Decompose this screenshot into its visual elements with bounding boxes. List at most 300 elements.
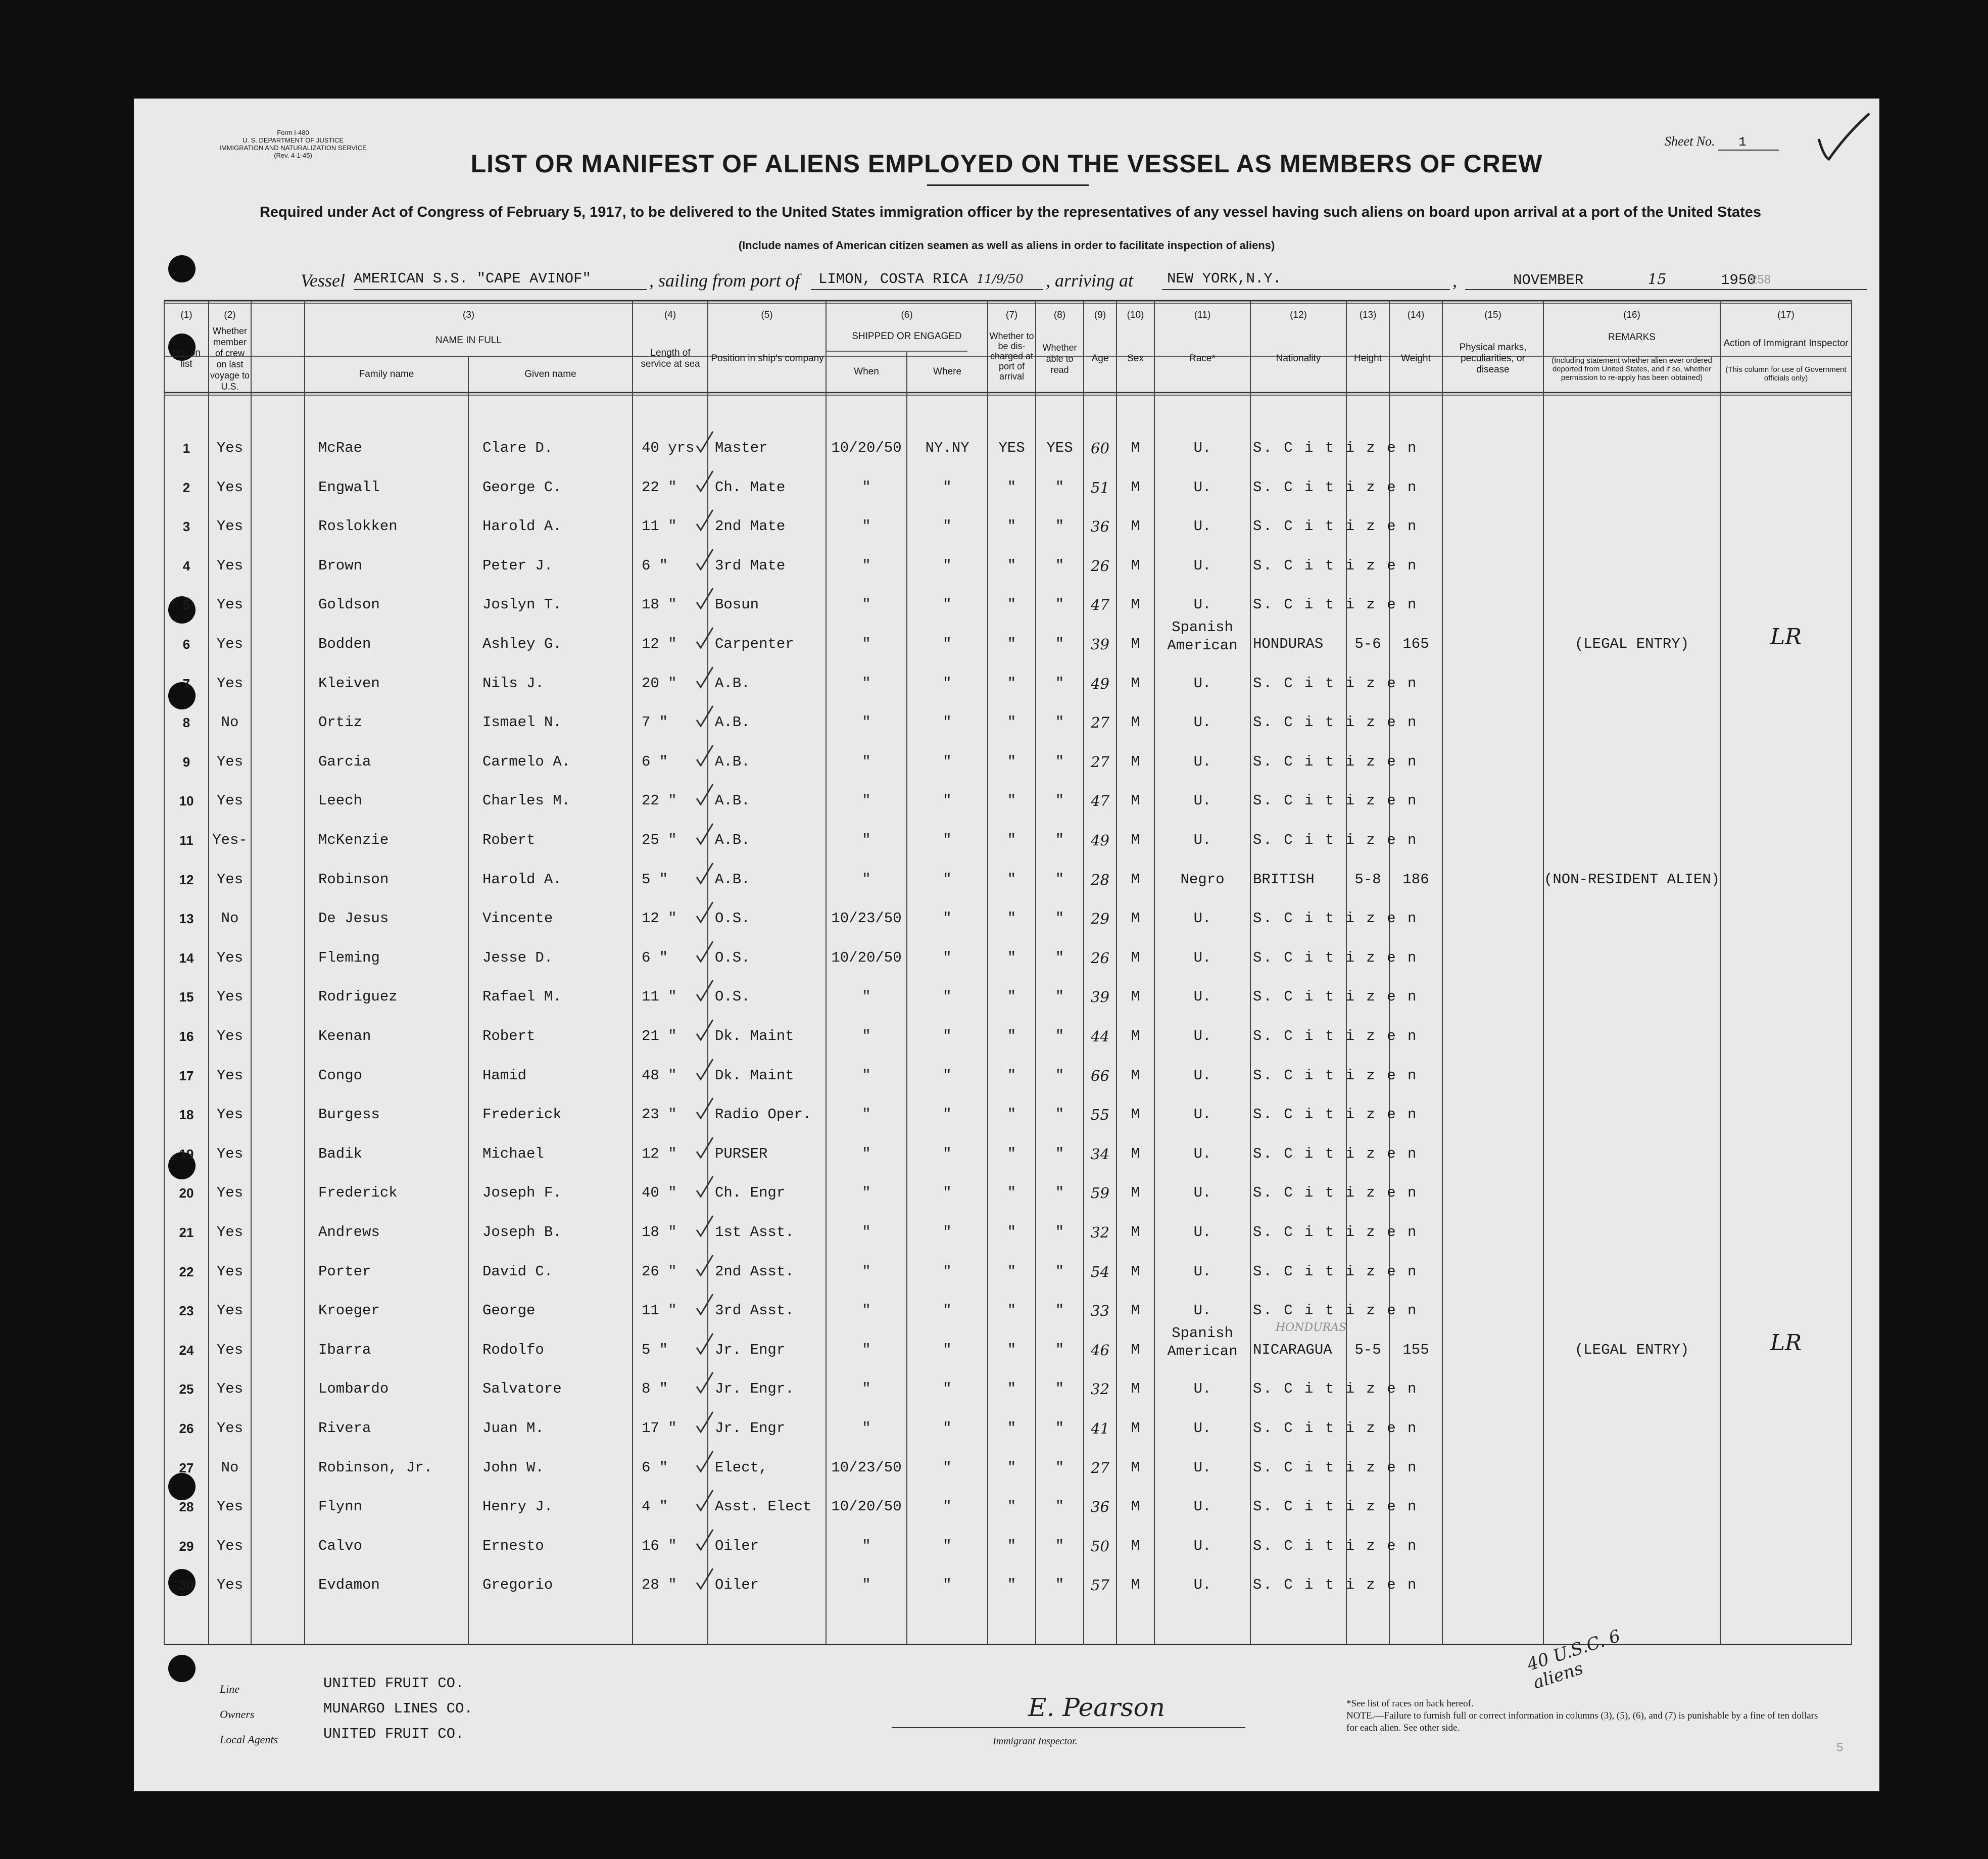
page-title: LIST OR MANIFEST OF ALIENS EMPLOYED ON THE VESSEL AS MEMBERS OF CREW — [470, 150, 1543, 178]
cell-pos: O.S. — [715, 949, 750, 966]
cell-disch: " — [1007, 1106, 1016, 1123]
cell-when: " — [862, 557, 871, 574]
cell-last: Yes — [216, 1067, 244, 1084]
cell-act: LR — [1770, 1329, 1802, 1356]
cell-height: 5-5 — [1354, 1341, 1381, 1358]
cell-no: 29 — [179, 1538, 194, 1554]
cell-no: 4 — [182, 558, 190, 574]
form-id-line: IMMIGRATION AND NATURALIZATION SERVICE — [219, 144, 367, 152]
tick-mark-icon — [695, 430, 715, 455]
cell-age: 44 — [1091, 1028, 1109, 1045]
header-remarks-note: (Including statement whether alien ever ordered deported from United States, and if so, whether permission to re-apply has been obtained) — [1551, 356, 1712, 382]
cell-nationality: NICARAGUA — [1253, 1341, 1332, 1358]
cell-read: " — [1055, 1577, 1064, 1594]
tick-mark-icon — [695, 1253, 715, 1278]
cell-when: " — [862, 1184, 871, 1202]
tick-mark-icon — [695, 900, 715, 925]
cell-nationality: S. C i t i z e n — [1253, 1537, 1418, 1554]
cell-no: 30 — [179, 1578, 194, 1593]
cell-last: No — [221, 1459, 239, 1476]
header-age: Age — [1091, 353, 1109, 364]
cell-no: 28 — [179, 1499, 194, 1515]
cell-read: " — [1055, 949, 1064, 966]
cell-pos: O.S. — [715, 910, 750, 927]
cell-no: 17 — [179, 1068, 194, 1083]
col-num-2: (2) — [224, 310, 236, 320]
header-sex: Sex — [1127, 353, 1144, 364]
cell-pos: Dk. Maint — [715, 1028, 794, 1044]
cell-no: 21 — [179, 1225, 194, 1240]
cell-last: Yes — [216, 1341, 244, 1358]
cell-where: " — [943, 1380, 952, 1398]
cell-age: 39 — [1091, 988, 1109, 1006]
cell-family: Flynn — [318, 1498, 363, 1515]
cell-when: 10/23/50 — [831, 910, 902, 927]
cell-no: 25 — [179, 1381, 194, 1397]
cell-remarks: (LEGAL ENTRY) — [1574, 636, 1689, 652]
cell-nationality: S. C i t i z e n — [1253, 518, 1418, 535]
cell-given: Charles M. — [482, 792, 571, 809]
cell-race: U. — [1193, 596, 1211, 613]
cell-age: 41 — [1091, 1420, 1109, 1437]
cell-given: Gregorio — [482, 1577, 553, 1594]
tick-mark-icon — [695, 1370, 715, 1396]
cell-pos: 3rd Mate — [715, 557, 786, 574]
cell-where: " — [943, 1106, 952, 1123]
cell-disch: " — [1007, 1184, 1016, 1202]
cell-no: 13 — [179, 911, 194, 927]
cell-nationality: S. C i t i z e n — [1253, 1498, 1418, 1515]
cell-last: Yes — [216, 792, 244, 809]
cell-nationality: S. C i t i z e n — [1253, 1459, 1418, 1476]
legal-requirement: Required under Act of Congress of February 5, 1917, to be delivered to the United States immigration officer by the representatives of any vessel having such aliens on board upon arrival at a port of the United States — [259, 204, 1762, 220]
cell-where: " — [943, 1184, 952, 1202]
arrival-day: 15 — [1647, 270, 1667, 288]
cell-read: " — [1055, 1380, 1064, 1398]
inspector-signature-line — [892, 1693, 1245, 1728]
col-num-9: (9) — [1094, 310, 1106, 320]
cell-age: 26 — [1091, 949, 1109, 967]
cell-no: 18 — [179, 1107, 194, 1123]
tick-mark-icon — [695, 586, 715, 611]
cell-race: U. — [1193, 792, 1211, 809]
cell-race: U. — [1193, 988, 1211, 1006]
cell-sex: M — [1131, 675, 1140, 692]
cell-len: 8 " — [642, 1380, 668, 1398]
cell-pos: A.B. — [715, 714, 750, 731]
cell-sex: M — [1131, 1028, 1140, 1044]
cell-height: 5-6 — [1354, 636, 1381, 652]
cell-given: Clare D. — [482, 440, 553, 456]
cell-nationality: S. C i t i z e n — [1253, 949, 1418, 966]
col-num-13: (13) — [1359, 310, 1377, 320]
cell-when: " — [862, 1028, 871, 1044]
cell-nationality: S. C i t i z e n — [1253, 1028, 1418, 1044]
cell-len: 11 " — [642, 518, 677, 535]
cell-family: Burgess — [318, 1106, 380, 1123]
cell-no: 12 — [179, 872, 194, 887]
cell-nationality: S. C i t i z e n — [1253, 832, 1418, 848]
cell-age: 33 — [1091, 1302, 1109, 1320]
header-action-note: (This column for use of Government officials only) — [1725, 365, 1847, 383]
cell-read: " — [1055, 1067, 1064, 1084]
cell-no: 3 — [182, 519, 190, 535]
cell-disch: " — [1007, 479, 1016, 496]
cell-sex: M — [1131, 440, 1140, 456]
agents-label: Local Agents — [220, 1733, 278, 1746]
form-id-line: (Rev. 4-1-45) — [274, 152, 312, 159]
cell-len: 48 " — [642, 1067, 677, 1084]
cell-race: U. — [1193, 1067, 1211, 1084]
arriving-label: , arriving at — [1046, 270, 1134, 291]
col-num-12: (12) — [1290, 310, 1307, 320]
cell-where: " — [943, 1341, 952, 1358]
tick-mark-icon — [695, 782, 715, 807]
cell-sex: M — [1131, 1224, 1140, 1241]
cell-family: Lombardo — [318, 1380, 389, 1398]
cell-given: John W. — [482, 1459, 544, 1476]
cell-when: " — [862, 636, 871, 652]
cell-when: " — [862, 753, 871, 770]
cell-len: 5 " — [642, 1341, 668, 1358]
cell-no: 9 — [182, 754, 190, 770]
header-last-voyage: Whether member of crew on last voyage to U.S. — [210, 326, 250, 392]
cell-where: " — [943, 1459, 952, 1476]
cell-pos: Asst. Elect — [715, 1498, 812, 1515]
cell-age: 49 — [1091, 832, 1109, 849]
cell-last: Yes — [216, 636, 244, 652]
page-mark: 5 — [1836, 1741, 1844, 1754]
cell-race: U. — [1193, 557, 1211, 574]
cell-pos: Jr. Engr — [715, 1341, 786, 1358]
cell-when: " — [862, 596, 871, 613]
cell-when: 10/23/50 — [831, 1459, 902, 1476]
cell-no: 16 — [179, 1029, 194, 1044]
cell-when: " — [862, 1537, 871, 1554]
cell-disch: " — [1007, 910, 1016, 927]
cell-where: " — [943, 792, 952, 809]
col-num-11: (11) — [1194, 310, 1211, 320]
cell-pos: 3rd Asst. — [715, 1302, 794, 1319]
cell-race: Spanish American — [1167, 619, 1238, 654]
cell-family: Andrews — [318, 1224, 380, 1241]
cell-where: " — [943, 1577, 952, 1594]
cell-race: U. — [1193, 518, 1211, 535]
cell-when: " — [862, 1420, 871, 1437]
cell-race: U. — [1193, 1302, 1211, 1319]
cell-age: 57 — [1091, 1577, 1109, 1594]
col-num-7: (7) — [1005, 310, 1018, 320]
cell-nationality: BRITISH — [1253, 871, 1315, 888]
cell-race: U. — [1193, 1224, 1211, 1241]
cell-sex: M — [1131, 1577, 1140, 1594]
cell-race: U. — [1193, 1145, 1211, 1162]
cell-len: 6 " — [642, 1459, 668, 1476]
header-shipped: SHIPPED OR ENGAGED — [852, 331, 962, 342]
tick-mark-icon — [695, 1057, 715, 1082]
cell-last: Yes — [216, 1145, 244, 1162]
cell-given: Carmelo A. — [482, 753, 571, 770]
cell-last: Yes — [216, 1380, 244, 1398]
cell-when: " — [862, 1341, 871, 1358]
tick-mark-icon — [695, 469, 715, 494]
cell-no: 11 — [179, 833, 193, 848]
cell-race: U. — [1193, 675, 1211, 692]
cell-where: " — [943, 675, 952, 692]
cell-where: " — [943, 714, 952, 731]
cell-disch: YES — [998, 440, 1025, 456]
cell-read: " — [1055, 988, 1064, 1006]
cell-age: 36 — [1091, 518, 1109, 536]
cell-nationality: S. C i t i z e n — [1253, 1224, 1418, 1241]
cell-age: 28 — [1091, 871, 1109, 888]
cell-given: Ismael N. — [482, 714, 562, 731]
cell-no: 19 — [179, 1146, 194, 1162]
cell-pos: Jr. Engr — [715, 1420, 786, 1437]
cell-last: Yes — [216, 675, 244, 692]
cell-family: Congo — [318, 1067, 363, 1084]
cell-pos: A.B. — [715, 792, 750, 809]
cell-len: 11 " — [642, 1302, 677, 1319]
cell-nationality: S. C i t i z e n — [1253, 792, 1418, 809]
cell-family: Ibarra — [318, 1341, 371, 1358]
cell-sex: M — [1131, 1184, 1140, 1202]
cell-len: 21 " — [642, 1028, 677, 1044]
cell-family: Kroeger — [318, 1302, 380, 1319]
tick-mark-icon — [695, 626, 715, 651]
cell-when: " — [862, 792, 871, 809]
cell-no: 6 — [182, 637, 190, 652]
line-label: Line — [220, 1683, 240, 1695]
cell-nationality: S. C i t i z e n — [1253, 1420, 1418, 1437]
cell-no: 26 — [179, 1421, 194, 1436]
cell-family: Evdamon — [318, 1577, 380, 1594]
cell-remarks: (NON-RESIDENT ALIEN) — [1543, 871, 1720, 888]
cell-sex: M — [1131, 1420, 1140, 1437]
cell-race: U. — [1193, 440, 1211, 456]
cell-height: 5-8 — [1354, 871, 1381, 888]
cell-len: 23 " — [642, 1106, 677, 1123]
cell-disch: " — [1007, 1028, 1016, 1044]
cell-given: Hamid — [482, 1067, 527, 1084]
cell-sex: M — [1131, 1263, 1140, 1280]
cell-when: " — [862, 1067, 871, 1084]
cell-given: Robert — [482, 832, 536, 848]
cell-read: " — [1055, 675, 1064, 692]
cell-disch: " — [1007, 1302, 1016, 1319]
cell-where: " — [943, 636, 952, 652]
cell-pos: A.B. — [715, 832, 750, 848]
cell-no: 2 — [182, 480, 190, 495]
comma: , — [1452, 270, 1457, 291]
cell-disch: " — [1007, 1380, 1016, 1398]
vessel-name: AMERICAN S.S. "CAPE AVINOF" — [354, 268, 647, 290]
cell-sex: M — [1131, 832, 1140, 848]
cell-nationality: S. C i t i z e n — [1253, 1184, 1418, 1202]
races-note: *See list of races on back hereof. — [1346, 1698, 1474, 1709]
arrival-month: NOVEMBER — [1513, 272, 1584, 289]
cell-when: " — [862, 988, 871, 1006]
header-weight: Weight — [1401, 353, 1431, 364]
cell-pos: 2nd Mate — [715, 518, 786, 535]
cell-when: " — [862, 1145, 871, 1162]
cell-pos: 2nd Asst. — [715, 1263, 794, 1280]
cell-len: 40 yrs — [642, 440, 695, 456]
cell-when: " — [862, 1380, 871, 1398]
cell-age: 36 — [1091, 1498, 1109, 1516]
cell-sex: M — [1131, 1341, 1140, 1358]
cell-last: Yes — [216, 596, 244, 613]
cell-when: " — [862, 832, 871, 848]
header-length-service: Length of service at sea — [641, 348, 700, 369]
cell-last: Yes — [216, 988, 244, 1006]
cell-where: " — [943, 1067, 952, 1084]
cell-where: NY.NY — [925, 440, 969, 456]
cell-read: " — [1055, 714, 1064, 731]
cell-len: 40 " — [642, 1184, 677, 1202]
cell-no: 15 — [179, 989, 194, 1005]
cell-family: De Jesus — [318, 910, 389, 927]
col-num-17: (17) — [1777, 310, 1795, 320]
cell-family: Keenan — [318, 1028, 371, 1044]
cell-last: Yes — [216, 1184, 244, 1202]
cell-age: 50 — [1091, 1537, 1109, 1555]
cell-pos: Jr. Engr. — [715, 1380, 794, 1398]
cell-age: 32 — [1091, 1224, 1109, 1241]
cell-where: " — [943, 557, 952, 574]
cell-sex: M — [1131, 1067, 1140, 1084]
cell-race: U. — [1193, 1184, 1211, 1202]
cell-family: Kleiven — [318, 675, 380, 692]
header-race: Race* — [1189, 353, 1216, 364]
cell-where: " — [943, 871, 952, 888]
cell-len: 12 " — [642, 1145, 677, 1162]
cell-where: " — [943, 596, 952, 613]
cell-disch: " — [1007, 792, 1016, 809]
cell-len: 17 " — [642, 1420, 677, 1437]
cell-read: " — [1055, 1028, 1064, 1044]
cell-sex: M — [1131, 557, 1140, 574]
cell-read: " — [1055, 910, 1064, 927]
cell-pos: Bosun — [715, 596, 759, 613]
cell-age: 47 — [1091, 596, 1109, 614]
cell-disch: " — [1007, 596, 1016, 613]
cell-when: " — [862, 1224, 871, 1241]
cell-read: " — [1055, 518, 1064, 535]
cell-given: David C. — [482, 1263, 553, 1280]
cell-last: Yes — [216, 1224, 244, 1241]
cell-read: " — [1055, 1537, 1064, 1554]
cell-disch: " — [1007, 753, 1016, 770]
cell-sex: M — [1131, 910, 1140, 927]
sailing-label: , sailing from port of — [649, 270, 800, 291]
cell-sex: M — [1131, 1537, 1140, 1554]
tick-mark-icon — [695, 1410, 715, 1435]
cell-len: 22 " — [642, 479, 677, 496]
sheet-label: Sheet No. — [1665, 134, 1715, 149]
cell-where: " — [943, 949, 952, 966]
cell-nationality: S. C i t i z e n — [1253, 1577, 1418, 1594]
vessel-label: Vessel — [301, 270, 345, 291]
cell-last: Yes — [216, 440, 244, 456]
cell-family: Badik — [318, 1145, 363, 1162]
cell-sex: M — [1131, 988, 1140, 1006]
cell-sex: M — [1131, 1106, 1140, 1123]
cell-given: Joseph B. — [482, 1224, 562, 1241]
cell-race: U. — [1193, 1420, 1211, 1437]
cell-where: " — [943, 988, 952, 1006]
cell-race: U. — [1193, 910, 1211, 927]
cell-where: " — [943, 1028, 952, 1044]
cell-len: 5 " — [642, 871, 668, 888]
cell-read: " — [1055, 1263, 1064, 1280]
cell-len: 4 " — [642, 1498, 668, 1515]
cell-nationality: S. C i t i z e n — [1253, 753, 1418, 770]
tick-mark-icon — [695, 1566, 715, 1592]
cell-nationality: S. C i t i z e n — [1253, 1067, 1418, 1084]
cell-sex: M — [1131, 871, 1140, 888]
tick-mark-icon — [695, 1331, 715, 1357]
cell-len: 12 " — [642, 636, 677, 652]
cell-pos: Master — [715, 440, 768, 456]
cell-read: " — [1055, 1498, 1064, 1515]
cell-race: U. — [1193, 1577, 1211, 1594]
cell-pos: A.B. — [715, 871, 750, 888]
cell-family: Leech — [318, 792, 363, 809]
cell-nationality: S. C i t i z e n — [1253, 988, 1418, 1006]
cell-age: 27 — [1091, 714, 1109, 732]
cell-no: 8 — [182, 715, 190, 731]
cell-race: U. — [1193, 714, 1211, 731]
cell-disch: " — [1007, 1459, 1016, 1476]
cell-read: " — [1055, 636, 1064, 652]
corner-number: 258 — [1751, 273, 1771, 287]
cell-disch: " — [1007, 1263, 1016, 1280]
cell-when: " — [862, 675, 871, 692]
cell-pos: Ch. Engr — [715, 1184, 786, 1202]
cell-no: 5 — [182, 597, 190, 613]
cell-when: 10/20/50 — [831, 1498, 902, 1515]
cell-read: " — [1055, 1145, 1064, 1162]
header-physical-marks: Physical marks, peculiarities, or disease — [1459, 342, 1527, 375]
cell-where: " — [943, 1420, 952, 1437]
cell-age: 59 — [1091, 1184, 1109, 1202]
arrival-year: 1950 — [1720, 272, 1756, 289]
tick-mark-icon — [695, 1449, 715, 1474]
cell-where: " — [943, 753, 952, 770]
col-num-10: (10) — [1127, 310, 1144, 320]
cell-disch: " — [1007, 1067, 1016, 1084]
cell-nationality: S. C i t i z e n — [1253, 714, 1418, 731]
cell-given: Ernesto — [482, 1537, 544, 1554]
header-given-name: Given name — [524, 369, 576, 379]
cell-given: George — [482, 1302, 536, 1319]
cell-len: 12 " — [642, 910, 677, 927]
cell-no: 24 — [179, 1342, 194, 1358]
cell-len: 25 " — [642, 832, 677, 848]
cell-family: Calvo — [318, 1537, 363, 1554]
cell-when: 10/20/50 — [831, 440, 902, 456]
cell-when: 10/20/50 — [831, 949, 902, 966]
cell-age: 51 — [1091, 479, 1109, 496]
col-num-16: (16) — [1623, 310, 1640, 320]
cell-pos: Dk. Maint — [715, 1067, 794, 1084]
cell-len: 16 " — [642, 1537, 677, 1554]
cell-sex: M — [1131, 518, 1140, 535]
cell-family: Engwall — [318, 479, 380, 496]
cell-read: " — [1055, 832, 1064, 848]
cell-disch: " — [1007, 1498, 1016, 1515]
